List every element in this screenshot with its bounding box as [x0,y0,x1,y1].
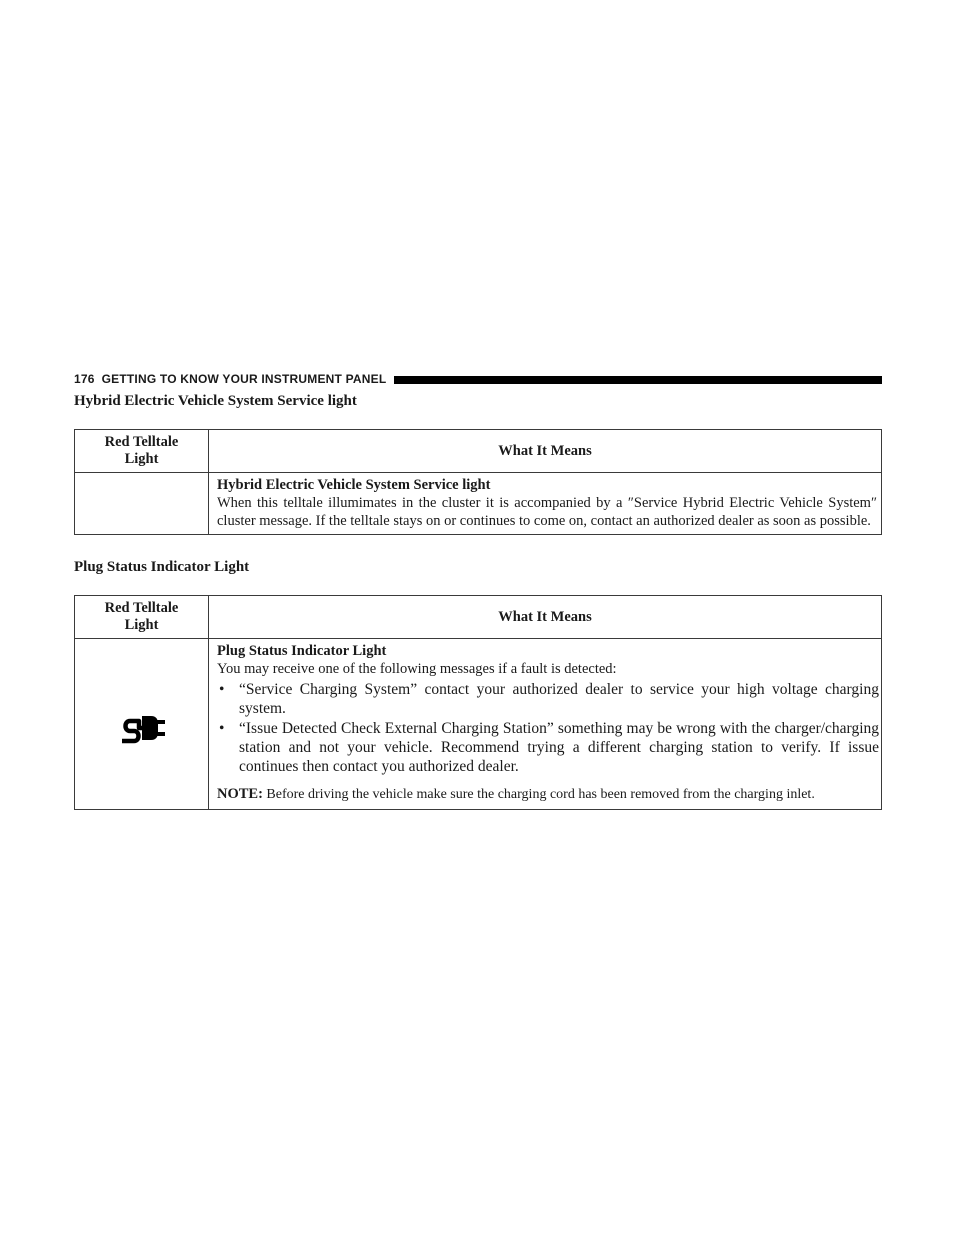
table-header-row [75,596,882,639]
running-header [74,372,882,386]
meaning-cell [209,639,882,810]
telltale-table-plug-status [74,595,882,810]
column-header-red-telltale: Red Telltale Light [75,430,209,473]
bullet-mark: • [219,720,225,737]
meaning-cell [209,473,882,535]
table-header-row [75,430,882,473]
telltale-table-hev-service [74,429,882,535]
section-heading-hev-service: Hybrid Electric Vehicle System Service light [74,393,357,409]
list-item: • “Issue Detected Check External Charging Station” something may be wrong with the charger/charging station and not your vehicle. Recommend trying a different charging station to verify. If issue continues then contact you authorized dealer. [219,720,879,775]
column-header-what-it-means: What It Means [209,596,882,639]
bullet-mark: • [219,681,225,698]
section-heading-plug-status: Plug Status Indicator Light [74,559,250,575]
page-number: 176 [74,372,95,386]
header-rule [394,376,882,384]
table-row [75,473,882,535]
column-header-what-it-means: What It Means [209,430,882,473]
telltale-title: Hybrid Electric Vehicle System Service light [217,477,491,493]
table-row [75,639,882,810]
telltale-icon-cell [75,473,209,535]
message-list [217,680,881,776]
telltale-icon-cell [75,639,209,810]
note [217,784,881,805]
chapter-title: GETTING TO KNOW YOUR INSTRUMENT PANEL [101,372,387,386]
telltale-title: Plug Status Indicator Light [217,643,387,659]
telltale-intro: You may receive one of the following messages if a fault is detected: [217,661,617,677]
column-header-red-telltale: Red Telltale Light [75,596,209,639]
note-label: NOTE: [217,786,263,802]
note-text: Before driving the vehicle make sure the charging cord has been removed from the charging inlet. [266,787,815,802]
list-item: • “Service Charging System” contact your authorized dealer to service your high voltage charging system. [219,681,879,717]
telltale-description: When this telltale illumimates in the cluster it is accompanied by a ″Service Hybrid Electric Vehicle System″ cluster message. If the telltale stays on or continues to come on, contact an authorized dealer as soon as possible. [217,495,877,529]
plug-status-icon [118,712,166,749]
